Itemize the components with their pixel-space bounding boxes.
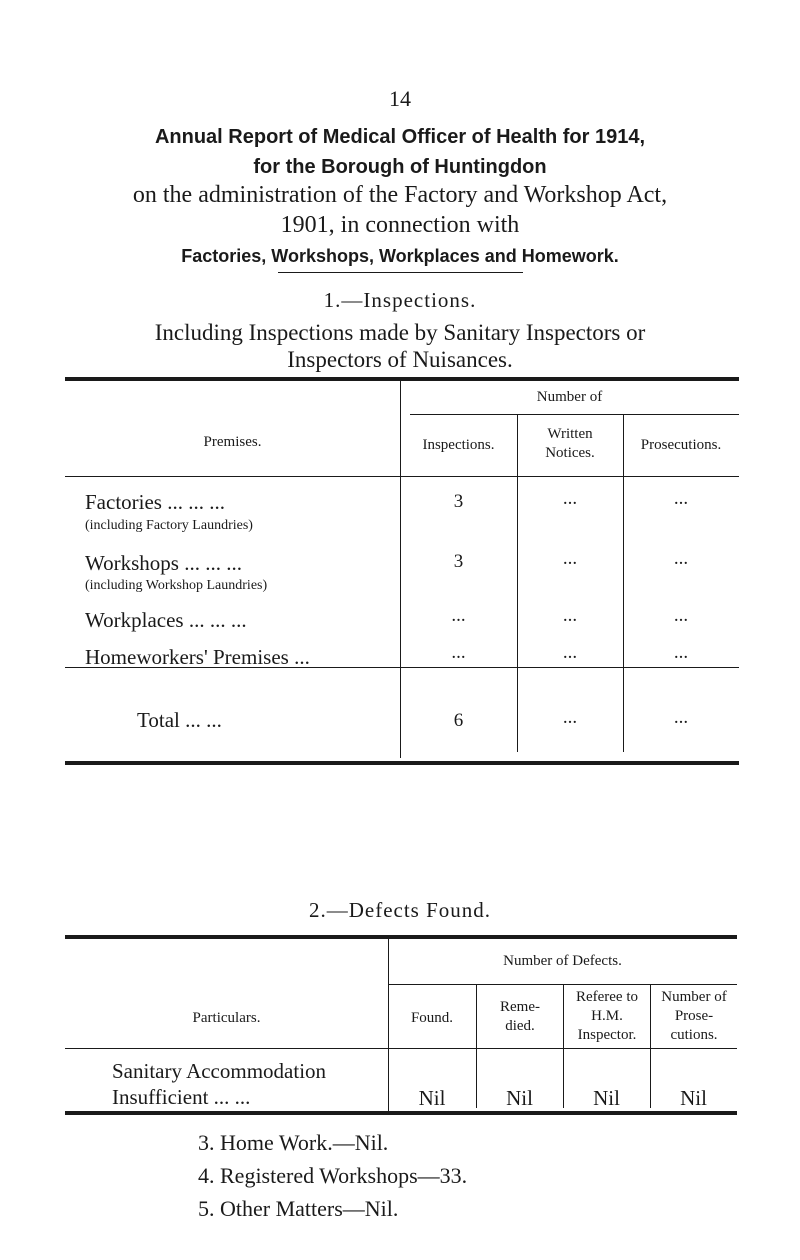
row-label-workshops: Workshops ... ... ... <box>85 551 242 575</box>
table-rule <box>65 476 739 477</box>
total-label: Total ... ... <box>137 708 222 732</box>
row-label-sanitary-line2: Insufficient ... ... <box>112 1085 251 1109</box>
col-found-header: Found. <box>410 1010 454 1026</box>
section1-description-line2: Inspectors of Nuisances. <box>287 347 513 372</box>
number-of-header: Number of <box>536 389 603 405</box>
sanitary-referee: Nil <box>593 1086 620 1110</box>
col-particulars-header: Particulars. <box>192 1010 261 1026</box>
factories-inspections: 3 <box>453 491 464 512</box>
col-referee-header: Referee to H.M. Inspector. <box>575 989 639 1043</box>
total-notices: ... <box>562 707 578 728</box>
table-rule <box>410 414 739 415</box>
workshops-inspections: 3 <box>453 551 464 572</box>
row-label-homeworkers: Homeworkers' Premises ... <box>85 645 310 669</box>
table-rule <box>65 377 739 381</box>
col-remedied-header: Reme- died. <box>500 999 540 1034</box>
col-number-prosecutions-header: Number of Prose- cutions. <box>661 989 727 1043</box>
col-inspections-header: Inspections. <box>422 437 495 453</box>
table-rule <box>65 761 739 765</box>
sanitary-found: Nil <box>418 1086 446 1110</box>
footer-item-3: 3. Home Work.—Nil. <box>198 1130 389 1155</box>
homeworkers-prosecutions: ... <box>673 642 689 663</box>
workplaces-notices: ... <box>562 605 578 626</box>
divider <box>278 272 523 273</box>
row-sub-workshops: (including Workshop Laundries) <box>85 578 268 593</box>
workplaces-inspections: ... <box>451 605 466 626</box>
table-rule <box>65 1048 737 1049</box>
col-premises-header: Premises. <box>203 434 262 450</box>
footer-item-4: 4. Registered Workshops—33. <box>198 1163 468 1188</box>
number-of-defects-header: Number of Defects. <box>503 953 622 969</box>
total-inspections: 6 <box>453 710 464 731</box>
report-title-line2: for the Borough of Huntingdon <box>253 156 547 178</box>
row-label-sanitary: Sanitary Accommodation <box>112 1059 327 1083</box>
homeworkers-notices: ... <box>562 642 578 663</box>
page-number: 14 <box>389 86 411 111</box>
homeworkers-inspections: ... <box>451 642 466 663</box>
section1-description: Including Inspections made by Sanitary Inspectors or <box>154 320 646 345</box>
workplaces-prosecutions: ... <box>673 605 689 626</box>
row-sub-factories: (including Factory Laundries) <box>85 518 253 533</box>
factories-prosecutions: ... <box>673 488 689 509</box>
workshops-prosecutions: ... <box>673 548 689 569</box>
col-notices-header: Written Notices. <box>545 426 595 461</box>
table-rule <box>65 935 737 939</box>
table-rule <box>517 414 518 752</box>
report-title: Annual Report of Medical Officer of Health for 1914, <box>154 126 646 148</box>
table-rule <box>623 414 624 752</box>
section1-title: 1.—Inspections. <box>323 288 477 312</box>
workshops-notices: ... <box>562 548 578 569</box>
table-rule <box>65 1111 737 1115</box>
footer-item-5: 5. Other Matters—Nil. <box>198 1196 399 1221</box>
total-prosecutions: ... <box>673 707 689 728</box>
col-prosecutions-header: Prosecutions. <box>640 437 722 453</box>
report-subtitle: on the administration of the Factory and Workshop Act, <box>132 182 668 208</box>
row-label-workplaces: Workplaces ... ... ... <box>85 608 247 632</box>
sanitary-remedied: Nil <box>506 1086 533 1110</box>
row-label-factories: Factories ... ... ... <box>85 490 225 514</box>
section2-title: 2.—Defects Found. <box>308 898 492 922</box>
sanitary-prosecutions: Nil <box>680 1086 707 1110</box>
section-heading: Factories, Workshops, Workplaces and Homework. <box>181 246 619 266</box>
report-subtitle-line2: 1901, in connection with <box>280 212 520 238</box>
factories-notices: ... <box>562 488 578 509</box>
